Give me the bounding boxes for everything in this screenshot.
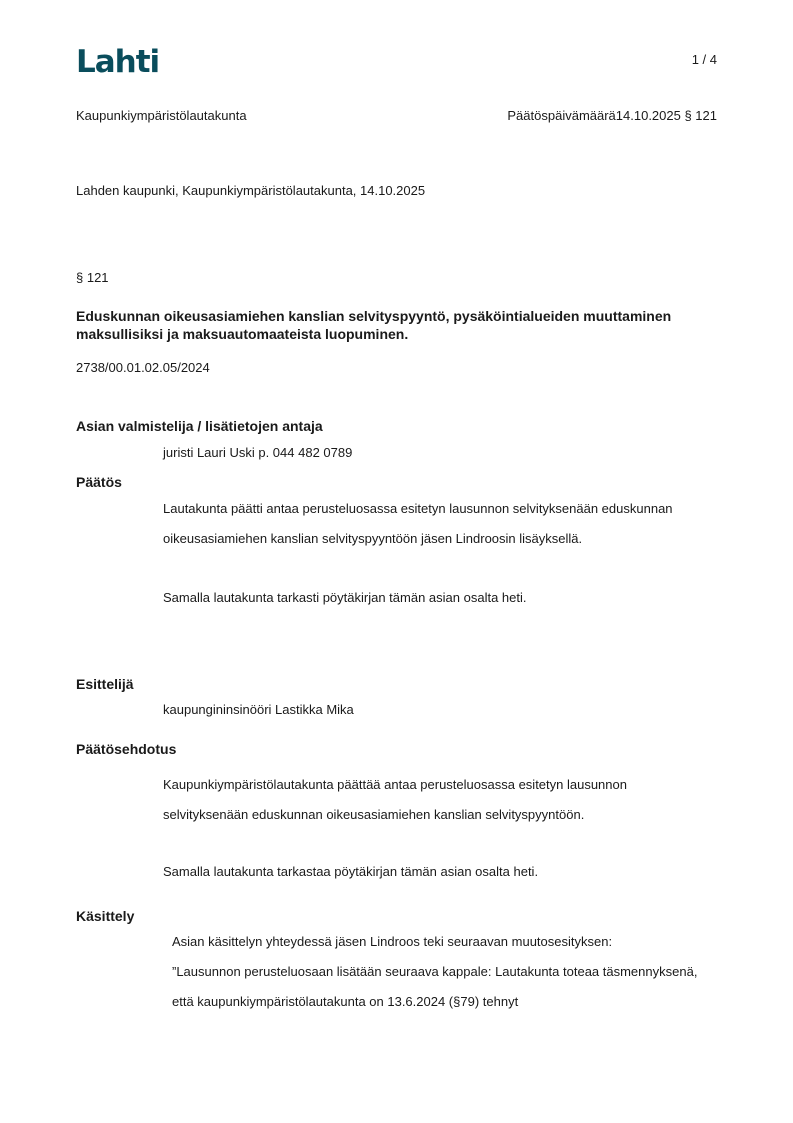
proposal-paragraph: Samalla lautakunta tarkastaa pöytäkirjan tämän asian osalta heti. — [163, 864, 539, 879]
logo-text: Lahti — [76, 44, 160, 80]
document-title: Eduskunnan oikeusasiamiehen kanslian selvityspyyntö, pysäköintialueiden muuttaminen maksullisiksi ja maksuautomaateista luopuminen. — [76, 308, 672, 342]
record-number: 2738/00.01.02.05/2024 — [76, 360, 210, 375]
handling-heading: Käsittely — [76, 908, 135, 924]
preparer-value: juristi Lauri Uski p. 044 482 0789 — [163, 445, 353, 460]
preparer-heading: Asian valmistelija / lisätietojen antaja — [76, 418, 323, 434]
page-number: 1 / 4 — [691, 52, 717, 67]
meeting-line: Lahden kaupunki, Kaupunkiympäristölautakunta, 14.10.2025 — [76, 183, 426, 198]
lahti-logo — [76, 44, 159, 80]
decision-date: Päätöspäivämäärä14.10.2025 § 121 — [507, 108, 717, 123]
handling-line: ”Lausunnon perusteluosaan lisätään seuraava kappale: Lautakunta toteaa täsmennyksenä, että kaupunkiympäristölautakunta on 13.6.2024 (§79) tehnyt — [172, 964, 698, 1009]
proposal-paragraph: Kaupunkiympäristölautakunta päättää antaa perusteluosassa esitetyn lausunnon selvityksenään eduskunnan oikeusasiamiehen kanslian selvityspyyntöön. — [163, 777, 627, 822]
decision-paragraph: Lautakunta päätti antaa perusteluosassa esitetyn lausunnon selvityksenään eduskunnan oikeusasiamiehen kanslian selvityspyyntöön jäsen Lindroosin lisäyksellä. — [163, 501, 673, 546]
presenter-heading: Esittelijä — [76, 676, 134, 692]
presenter-value: kaupungininsinööri Lastikka Mika — [163, 702, 354, 717]
proposal-heading: Päätösehdotus — [76, 741, 177, 757]
decision-heading: Päätös — [76, 474, 122, 490]
section-number: § 121 — [76, 270, 109, 285]
decision-paragraph: Samalla lautakunta tarkasti pöytäkirjan tämän asian osalta heti. — [163, 590, 527, 605]
committee-name: Kaupunkiympäristölautakunta — [76, 108, 247, 123]
handling-line: Asian käsittelyn yhteydessä jäsen Lindroos teki seuraavan muutosesityksen: — [172, 934, 613, 949]
